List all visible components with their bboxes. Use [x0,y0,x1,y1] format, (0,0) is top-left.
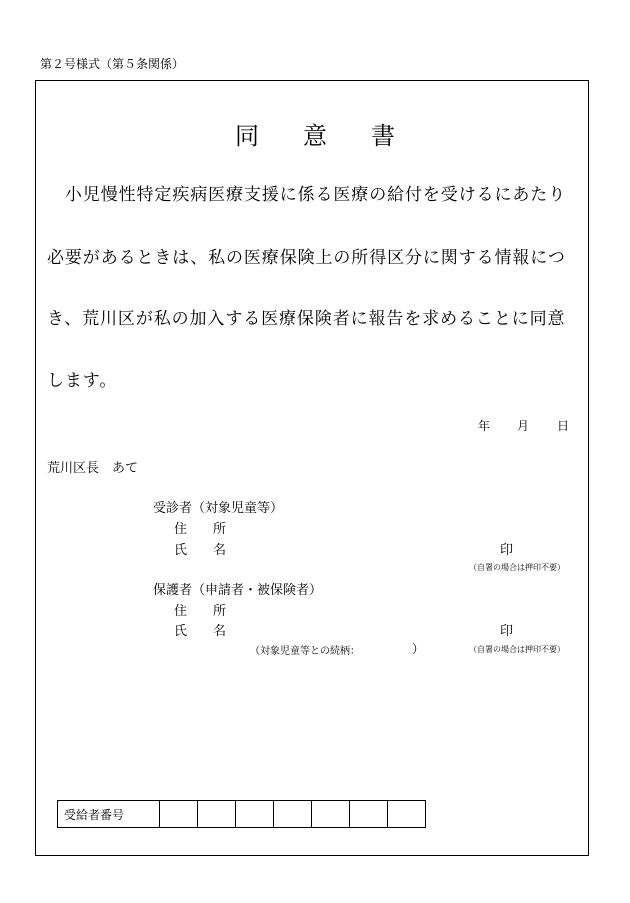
patient-seal-note: （自署の場合は押印不要） [469,563,565,572]
date-month: 月 [517,419,530,433]
body-line-4: します。 [47,371,118,391]
patient-address-label: 住 所 [174,522,227,537]
body-line-1: 小児慢性特定疾病医療支援に係る医療の給付を受けるにあたり [47,185,567,205]
form-number: 第２号様式（第５条関係） [40,57,185,71]
recipient-number-digit-2[interactable] [198,801,236,828]
recipient-number-digit-1[interactable] [160,801,198,828]
body-line-3: き、荒川区が私の加入する医療保険者に報告を求めることに同意 [47,309,566,329]
patient-seal-mark: 印 [500,543,514,558]
recipient-number-label: 受給者番号 [58,801,160,828]
recipient-number-table [57,800,426,828]
recipient-number-digit-4[interactable] [274,801,312,828]
patient-heading: 受診者（対象児童等） [153,501,284,516]
relation-close: ） [412,642,425,656]
date-day: 日 [557,419,570,433]
addressee: 荒川区長 あて [47,461,139,476]
guardian-seal-note: （自署の場合は押印不要） [469,645,565,654]
guardian-heading: 保護者（申請者・被保険者） [153,583,323,598]
recipient-number-digit-7[interactable] [388,801,426,828]
date-year: 年 [478,419,491,433]
recipient-number-digit-5[interactable] [312,801,350,828]
document-title: 同意書 [235,122,439,150]
patient-name-label: 氏 名 [174,543,227,558]
relation-label: （対象児童等との続柄： [250,646,360,657]
guardian-address-label: 住 所 [174,604,227,619]
recipient-number-digit-3[interactable] [236,801,274,828]
body-line-2: 必要があるときは、私の医療保険上の所得区分に関する情報につ [47,248,566,268]
recipient-number-digit-6[interactable] [350,801,388,828]
guardian-name-label: 氏 名 [174,624,227,639]
guardian-seal-mark: 印 [500,624,514,639]
